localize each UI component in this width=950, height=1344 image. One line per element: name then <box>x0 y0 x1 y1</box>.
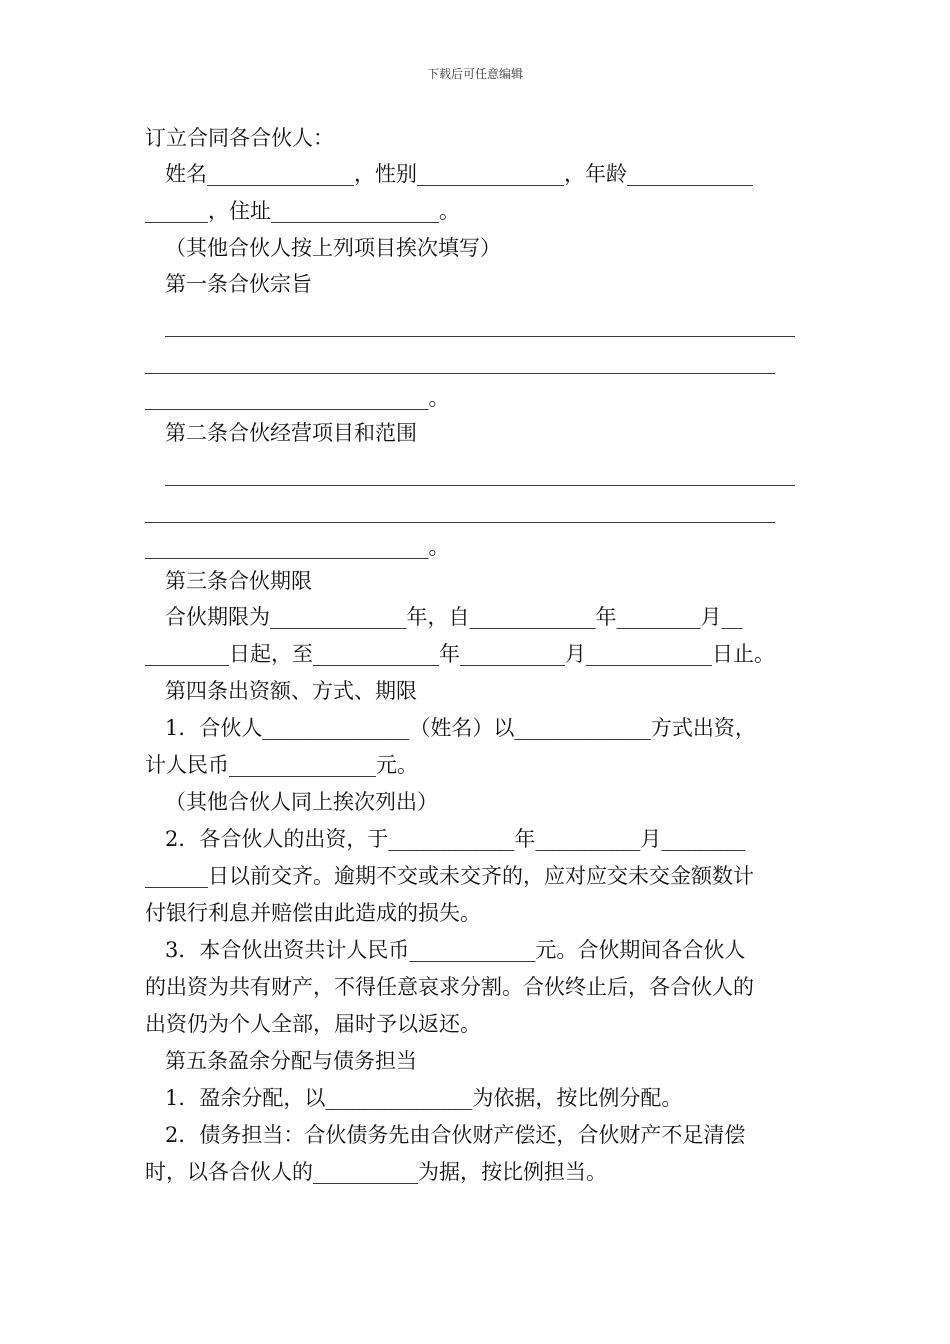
blank-line: ____________________________________________________________ <box>145 350 775 374</box>
blank-line: ____________________________________________________________ <box>165 462 795 486</box>
article-heading: 第三条合伙期限 <box>165 569 312 593</box>
blank-line: ____________________________________________________________ <box>145 499 775 523</box>
page-header: 下载后可任意编辑 <box>426 67 523 81</box>
text-line: 2．债务担当：合伙债务先由合伙财产偿还，合伙财产不足清偿 <box>165 1123 746 1147</box>
blank-line: ____________________________________________________________ <box>165 313 795 337</box>
text-line: 的出资为共有财产，不得任意哀求分割。合伙终止后，各合伙人的 <box>145 975 754 999</box>
text-line: 出资仍为个人全部，届时予以返还。 <box>145 1012 481 1036</box>
text-line: （其他合伙人同上挨次列出） <box>165 790 438 814</box>
text-line: 姓名______________，性别______________，年龄____________ <box>165 162 753 186</box>
text-line: 订立合同各合伙人： <box>145 126 334 150</box>
text-line: 1．合伙人______________（姓名）以_____________方式出资， <box>165 716 756 740</box>
article-heading: 第一条合伙宗旨 <box>165 272 312 296</box>
text-line: （其他合伙人按上列项目挨次填写） <box>165 236 501 260</box>
text-line: 计人民币______________元。 <box>145 753 418 777</box>
article-heading: 第五条盈余分配与债务担当 <box>165 1049 417 1073</box>
blank-line: ___________________________。 <box>145 535 450 559</box>
text-line: ______日以前交齐。逾期不交或未交齐的，应对应交未交金额数计 <box>145 864 754 888</box>
text-line: 2．各合伙人的出资，于____________年__________月________ <box>165 827 746 851</box>
blank-line: ___________________________。 <box>145 386 450 410</box>
text-line: ______，住址________________。 <box>145 199 460 223</box>
text-line: 1．盈余分配，以______________为依据，按比例分配。 <box>165 1086 683 1110</box>
text-line: 时，以各合伙人的__________为据，按比例担当。 <box>145 1160 607 1184</box>
text-line: 合伙期限为_____________年，自____________年________月__ <box>165 605 743 629</box>
text-line: 3．本合伙出资共计人民币____________元。合伙期间各合伙人 <box>165 938 746 962</box>
article-heading: 第四条出资额、方式、期限 <box>165 679 417 703</box>
text-line: ________日起，至____________年__________月____________日止。 <box>145 642 775 666</box>
article-heading: 第二条合伙经营项目和范围 <box>165 421 417 445</box>
text-line: 付银行利息并赔偿由此造成的损失。 <box>145 901 481 925</box>
